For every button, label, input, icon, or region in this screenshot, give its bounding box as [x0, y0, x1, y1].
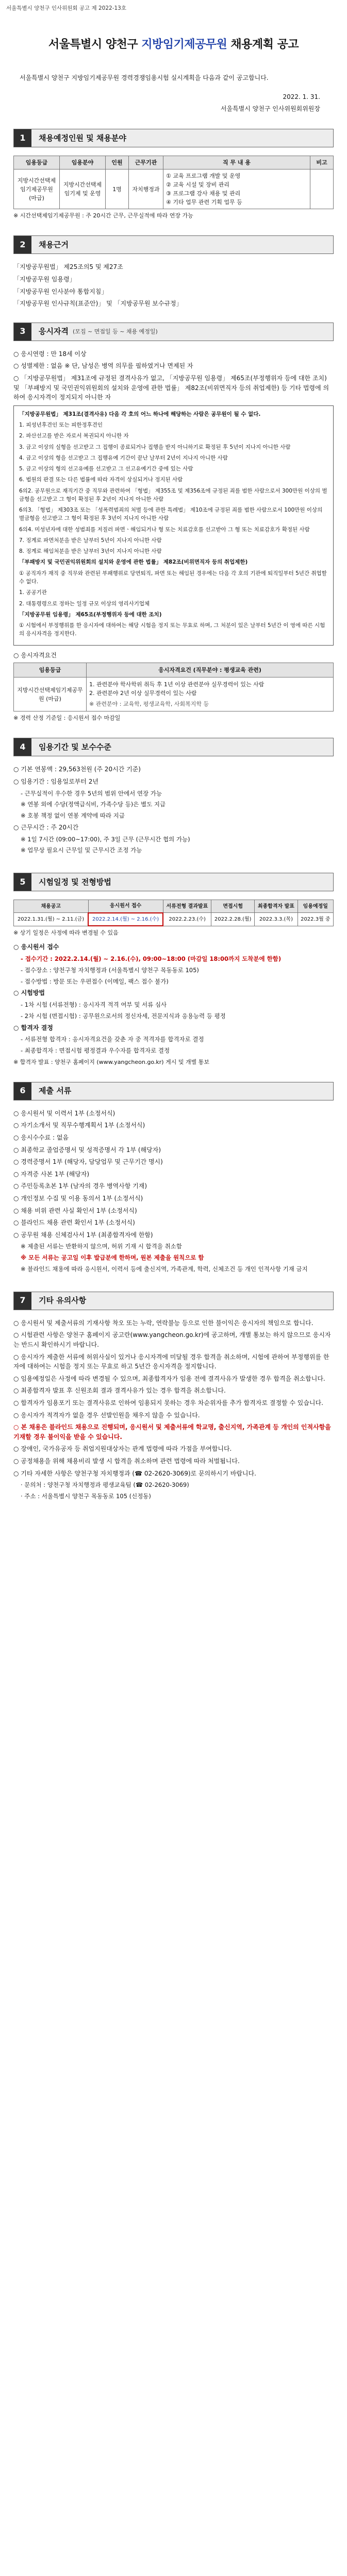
- requirements-table: [13, 663, 334, 711]
- section-header-7: [13, 1292, 334, 1310]
- notice-issuer: 서울특별시 양천구 인사위원회위원장: [220, 105, 320, 112]
- requirements-heading: ○ 응시자격요건: [13, 651, 57, 659]
- exam-subitem: - 최종합격자 : 면접시험 평정결과 우수자를 합격자로 결정: [21, 1046, 170, 1054]
- title-suffix: 채용계획 공고: [227, 38, 299, 52]
- duty-item: ④ 기타 업무 관련 기획 업무 등: [166, 199, 242, 206]
- section-subtitle: (모집 ~ 면접일 등 ~ 채용 예정일): [72, 328, 158, 335]
- caution-item: ○ 공정채용을 위해 채용비리 발생 시 합격을 취소하며 관련 법령에 따라 처벌됩니다.: [13, 1457, 240, 1465]
- exam-subitem: - 접수장소 : 양천구청 자치행정과 (서울특별시 양천구 목동동로 105): [21, 966, 199, 974]
- table-row: [14, 913, 334, 926]
- box-line: 「지방공무원 임용령」 제65조(부정행위자 등에 대한 조치): [19, 611, 162, 618]
- pay-item: ○ 임용기간 : 임용일로부터 2년: [13, 778, 98, 786]
- document-item: ○ 공무원 채용 신체검사서 1부 (최종합격자에 한함): [13, 1231, 153, 1239]
- document-item: ○ 블라인드 채용 관련 확인서 1부 (소정서식): [13, 1219, 135, 1227]
- section-footnote: ※ 경력 산정 기준일 : 응시원서 접수 마감일: [13, 715, 121, 722]
- table-cell: 1명: [106, 170, 129, 209]
- section-header-5: [13, 873, 334, 891]
- caution-item: ○ 합격자가 임용포기 또는 결격사유로 인하여 임용되지 못하는 경우 차순위자를 추가 합격자로 결정할 수 있습니다.: [13, 1399, 323, 1406]
- caution-item: ○ 응시원서 및 제출서류의 기재사항 착오 또는 누락, 연락불능 등으로 인한 불이익은 응시자의 책임으로 합니다.: [13, 1319, 313, 1327]
- duty-item: ① 교육 프로그램 개발 및 운영: [166, 173, 241, 180]
- section-number: 4: [14, 738, 31, 756]
- publication-number: 서울특별시 양천구 인사위원회 공고 제 2022-13호: [6, 5, 126, 11]
- caution-item: ○ 본 채용은 블라인드 채용으로 진행되며, 응시원서 및 제출서류에 학교명, 출신지역, 가족관계 등 개인의 인적사항을 기재할 경우 불이익을 받을 수 있습니다.: [13, 1423, 331, 1440]
- document-note: ※ 모든 서류는 공고일 이후 발급분에 한하며, 원본 제출을 원칙으로 함: [21, 1254, 204, 1262]
- section-title: 임용기간 및 보수수준: [39, 742, 111, 752]
- table-header: 서류전형 결과발표: [163, 900, 211, 913]
- positions-table: [13, 156, 334, 209]
- box-line: 6의2. 공무원으로 재직기간 중 직무와 관련하여 「형법」 제355조 및 제356조에 규정된 죄를 범한 사람으로서 300만원 이상의 벌금형을 선고받고 그 형이 확정된 후 2년이 지나지 아니한 사람: [19, 487, 327, 502]
- document-item: ○ 자기소개서 및 직무수행계획서 1부 (소정서식): [13, 1122, 145, 1129]
- caution-item: ○ 응시자가 적격자가 없을 경우 선발인원을 채우지 않을 수 있습니다.: [13, 1411, 200, 1419]
- requirement-item: 2. 관련분야 2년 이상 실무경력이 있는 사람: [89, 690, 197, 697]
- document-item: ○ 주민등록초본 1부 (남자의 경우 병역사항 기재): [13, 1182, 147, 1190]
- duties-cell: [163, 170, 310, 209]
- contact-line: · 주소 : 서울특별시 양천구 목동동로 105 (신정동): [21, 1492, 151, 1500]
- section-header-3: [13, 323, 334, 341]
- table-cell: 2022.3.3.(목): [255, 913, 298, 926]
- hours-detail: ※ 업무상 필요시 근무일 및 근무시간 조정 가능: [21, 846, 142, 854]
- section-header-4: [13, 738, 334, 756]
- section-title: 채용근거: [39, 240, 69, 249]
- document-note: ※ 제출된 서류는 반환하지 않으며, 허위 기재 시 합격을 취소함: [21, 1243, 182, 1250]
- eligibility-item: ○ 성별제한 : 없음 ※ 단, 남성은 병역 의무를 필하였거나 면제된 자: [13, 362, 193, 370]
- table-header: 임용분야: [60, 156, 106, 170]
- schedule-remark: ※ 상기 일정은 사정에 따라 변경될 수 있음: [13, 929, 119, 937]
- document-item: ○ 응시원서 및 이력서 1부 (소정서식): [13, 1109, 115, 1117]
- table-header: 비고: [310, 156, 334, 170]
- caution-item: ○ 장애인, 국가유공자 등 취업지원대상자는 관계 법령에 따라 가점을 부여합니다.: [13, 1445, 232, 1453]
- box-line: 6. 법원의 판결 또는 다른 법률에 따라 자격이 상실되거나 정지된 사람: [19, 477, 183, 483]
- table-header: 인원: [106, 156, 129, 170]
- table-row: [14, 170, 334, 209]
- section-number: 3: [14, 323, 31, 341]
- box-line: 5. 금고 이상의 형의 선고유예를 선고받고 그 선고유예기간 중에 있는 사람: [19, 466, 193, 472]
- pay-item: ○ 기본 연봉액 : 29,563천원 (주 20시간 기준): [13, 766, 141, 773]
- section-header-2: [13, 235, 334, 254]
- table-header: 응시자격요건 (직무분야 : 평생교육 관련): [87, 663, 334, 677]
- basis-item: 「지방공무원 인사규칙(표준안)」 및 「지방공무원 보수규정」: [13, 300, 183, 308]
- basis-item: 「지방공무원법」 제25조의5 및 제27조: [13, 263, 123, 271]
- table-header: 응시원서 접수: [88, 900, 163, 913]
- box-line: 4. 금고 이상의 형을 선고받고 그 집행유예 기간이 끝난 날부터 2년이 지나지 아니한 사람: [19, 454, 228, 461]
- document-item: ○ 채용 비위 관련 사실 확인서 1부 (소정서식): [13, 1207, 137, 1214]
- table-cell: 지방시간선택제임기제공무원 (마급): [14, 170, 60, 209]
- intro-paragraph: 서울특별시 양천구 지방임기제공무원 경력경쟁임용시험 실시계획을 다음과 같이 공고합니다.: [20, 74, 269, 82]
- section-footnote: ※ 시간선택제임기제공무원 : 주 20시간 근무, 근무실적에 따라 연장 가능: [13, 212, 193, 219]
- section-number: 6: [14, 1082, 31, 1100]
- basis-item: 「지방공무원 인사분야 통합지침」: [13, 287, 108, 295]
- document-note: ※ 블라인드 채용에 따라 응시원서, 이력서 등에 출신지역, 가족관계, 학력, 신체조건 등 개인 인적사항 기재 금지: [21, 1265, 308, 1273]
- table-cell: 2022.3월 중: [298, 913, 333, 926]
- section-title: 제출 서류: [39, 1086, 72, 1096]
- table-cell: 2022.2.23.(수): [163, 913, 211, 926]
- box-line: 7. 징계로 파면처분을 받은 날부터 5년이 지나지 아니한 사람: [19, 537, 162, 544]
- box-line: 「부패방지 및 국민권익위원회의 설치와 운영에 관한 법률」 제82조(비위면직자 등의 취업제한): [19, 559, 248, 566]
- hours-item: ○ 근무시간 : 주 20시간: [13, 824, 79, 832]
- pay-note: ※ 연봉 외에 수당(정액급식비, 가족수당 등)은 별도 지급: [21, 801, 166, 808]
- eligibility-item: ○ 「지방공무원법」 제31조에 규정된 결격사유가 없고, 「지방공무원 임용령」 제65조(부정행위자 등에 대한 조치) 및 「부패방지 및 국민권익위원회의 설치와 운영에 관한 법률」 제82조(비위면직자 등의 취업제한) 등 기타 법령에 의하여 응시자격이 정지되지 아니한 자: [13, 374, 329, 401]
- exam-item: ○ 응시원서 접수: [13, 943, 59, 951]
- caution-item: ○ 시험관련 사항은 양천구 홈페이지 공고란(www.yangcheon.go.kr)에 공고하며, 개별 통보는 하지 않으므로 응시자는 반드시 확인하시기 바랍니다.: [13, 1331, 331, 1348]
- notice-date: 2022. 1. 31.: [283, 93, 320, 100]
- box-line: 3. 금고 이상의 실형을 선고받고 그 집행이 종료되거나 집행을 받지 아니하기로 확정된 후 5년이 지나지 아니한 사람: [19, 444, 291, 450]
- table-header: 최종합격자 발표: [255, 900, 298, 913]
- box-line: 2. 대통령령으로 정하는 일정 규모 이상의 영리사기업체: [19, 600, 150, 607]
- document-item: ○ 경력증명서 1부 (해당자, 담당업무 및 근무기간 명시): [13, 1158, 163, 1166]
- table-header: 근무기관: [129, 156, 163, 170]
- section-header-1: [13, 129, 334, 147]
- table-header: 채용공고: [14, 900, 89, 913]
- section-title: 응시자격: [39, 327, 69, 336]
- section-title: 기타 유의사항: [39, 1296, 87, 1306]
- document-item: ○ 자격증 사본 1부 (해당자): [13, 1170, 90, 1178]
- box-line: 1. 피성년후견인 또는 피한정후견인: [19, 422, 103, 429]
- box-line: 8. 징계로 해임처분을 받은 날부터 3년이 지나지 아니한 사람: [19, 548, 162, 555]
- hours-detail: ※ 1일 7시간 (09:00~17:00), 주 3일 근무 (근무시간 협의 가능): [21, 835, 190, 843]
- table-header: 임용예정일: [298, 900, 333, 913]
- basis-item: 「지방공무원 임용령」: [13, 276, 76, 283]
- document-item: ○ 개인정보 수집 및 이용 동의서 1부 (소정서식): [13, 1195, 143, 1202]
- exam-subitem: - 접수기간 : 2022.2.14.(월) ~ 2.16.(수), 09:00~18:00 (마감일 18:00까지 도착분에 한함): [21, 955, 282, 962]
- box-line: 6의3. 「형법」 제303조 또는 「성폭력범죄의 처벌 등에 관한 특례법」 제10조에 규정된 죄를 범한 사람으로서 100만원 이상의 벌금형을 선고받고 그 형이 확정된 후 3년이 지나지 아니한 사람: [19, 507, 323, 522]
- box-line: 2. 파산선고를 받은 자로서 복권되지 아니한 자: [19, 433, 129, 439]
- table-header: 면접시험: [211, 900, 255, 913]
- section-header-6: [13, 1082, 334, 1100]
- table-cell: 지방시간선택제임기제공무원 (마급): [14, 677, 87, 711]
- exam-subitem: - 2차 시험 (면접시험) : 공무원으로서의 정신자세, 전문지식과 응용능력 등 평정: [21, 1012, 226, 1020]
- table-cell: 2022.2.14.(월) ~ 2.16.(수): [88, 913, 163, 926]
- table-header: 임용등급: [14, 156, 60, 170]
- exam-notice: ※ 합격자 발표 : 양천구 홈페이지 (www.yangcheon.go.kr) 게시 및 개별 통보: [13, 1058, 209, 1065]
- section-number: 1: [14, 129, 31, 147]
- document-item: ○ 최종학교 졸업증명서 및 성적증명서 각 1부 (해당자): [13, 1146, 161, 1154]
- requirement-item: 1. 관련분야 학사학위 취득 후 1년 이상 관련분야 실무경력이 있는 사람: [89, 681, 265, 688]
- table-cell: [310, 170, 334, 209]
- legal-reference-box: [13, 405, 334, 646]
- section-title: 시험일정 및 전형방법: [39, 877, 111, 887]
- schedule-table: [13, 900, 334, 926]
- pay-note: ※ 호봉 책정 없이 연봉 계약에 따라 지급: [21, 812, 125, 820]
- exam-item: ○ 시험방법: [13, 989, 45, 997]
- section-number: 5: [14, 873, 31, 891]
- exam-subitem: - 접수방법 : 방문 또는 우편접수 (이메일, 팩스 접수 불가): [21, 977, 169, 985]
- table-header: 임용등급: [14, 663, 87, 677]
- exam-subitem: - 1차 시험 (서류전형) : 응시자격 적격 여부 및 서류 심사: [21, 1001, 167, 1008]
- table-header: 직 무 내 용: [163, 156, 310, 170]
- exam-item: ○ 합격자 결정: [13, 1024, 53, 1031]
- pay-subitem: - 근무실적이 우수한 경우 5년의 범위 안에서 연장 가능: [21, 789, 162, 797]
- contact-line: · 문의처 : 양천구청 자치행정과 평생교육팀 (☎ 02-2620-3069): [21, 1481, 189, 1489]
- duty-item: ③ 프로그램 강사 채용 및 관리: [166, 190, 241, 197]
- title-highlight: 지방임기제공무원: [141, 38, 227, 52]
- box-line: 1. 공공기관: [19, 589, 47, 596]
- requirement-note: ※ 관련분야 : 교육학, 평생교육학, 사회복지학 등: [89, 701, 209, 708]
- section-title: 채용예정인원 및 채용분야: [39, 133, 126, 143]
- document-item: ○ 응시수수료 : 없음: [13, 1134, 69, 1142]
- caution-item: ○ 응시자가 제출한 서류에 허위사실이 있거나 응시자격에 미달될 경우 합격을 취소하며, 시험에 관하여 부정행위를 한 자에 대하여는 시험을 정지 또는 무효로 하고 5년간 응시자격을 정지합니다.: [13, 1353, 329, 1370]
- table-row: [14, 677, 334, 711]
- table-cell: 2022.1.31.(월) ~ 2.11.(금): [14, 913, 89, 926]
- caution-item: ○ 최종합격자 발표 후 신원조회 결과 결격사유가 있는 경우 합격을 취소합니다.: [13, 1387, 226, 1395]
- box-line: ① 시험에서 부정행위를 한 응시자에 대하여는 해당 시험을 정지 또는 무효로 하며, 그 처분이 있은 날부터 5년간 이 영에 따른 시험의 응시자격을 정지한다.: [19, 622, 325, 637]
- duty-item: ② 교육 시설 및 장비 관리: [166, 181, 229, 189]
- table-cell: 2022.2.28.(월): [211, 913, 255, 926]
- box-line: 6의4. 미성년자에 대한 성범죄를 저질러 파면ㆍ해임되거나 형 또는 치료감호를 선고받아 그 형 또는 치료감호가 확정된 사람: [19, 526, 310, 533]
- eligibility-item: ○ 응시연령 : 만 18세 이상: [13, 350, 87, 358]
- box-line: ① 공직자가 재직 중 직무와 관련된 부패행위로 당연퇴직, 파면 또는 해임된 경우에는 다음 각 호의 기관에 퇴직일부터 5년간 취업할 수 없다.: [19, 570, 327, 585]
- caution-item: ○ 기타 자세한 사항은 양천구청 자치행정과 (☎ 02-2620-3069)로 문의하시기 바랍니다.: [13, 1469, 256, 1477]
- exam-subitem: - 서류전형 합격자 : 응시자격요건을 갖춘 자 중 적격자를 합격자로 결정: [21, 1036, 204, 1043]
- section-number: 2: [14, 236, 31, 253]
- title-prefix: 서울특별시 양천구: [48, 38, 142, 52]
- requirements-cell: [87, 677, 334, 711]
- table-cell: 자치행정과: [129, 170, 163, 209]
- section-number: 7: [14, 1292, 31, 1310]
- table-cell: 지방시간선택제임기제 및 운영: [60, 170, 106, 209]
- box-line: 「지방공무원법」 제31조(결격사유) 다음 각 호의 어느 하나에 해당하는 사람은 공무원이 될 수 없다.: [19, 411, 261, 417]
- page-title: [13, 36, 334, 54]
- caution-item: ○ 임용예정일은 사정에 따라 변경될 수 있으며, 최종합격자가 임용 전에 결격사유가 발생한 경우 합격을 취소합니다.: [13, 1375, 325, 1382]
